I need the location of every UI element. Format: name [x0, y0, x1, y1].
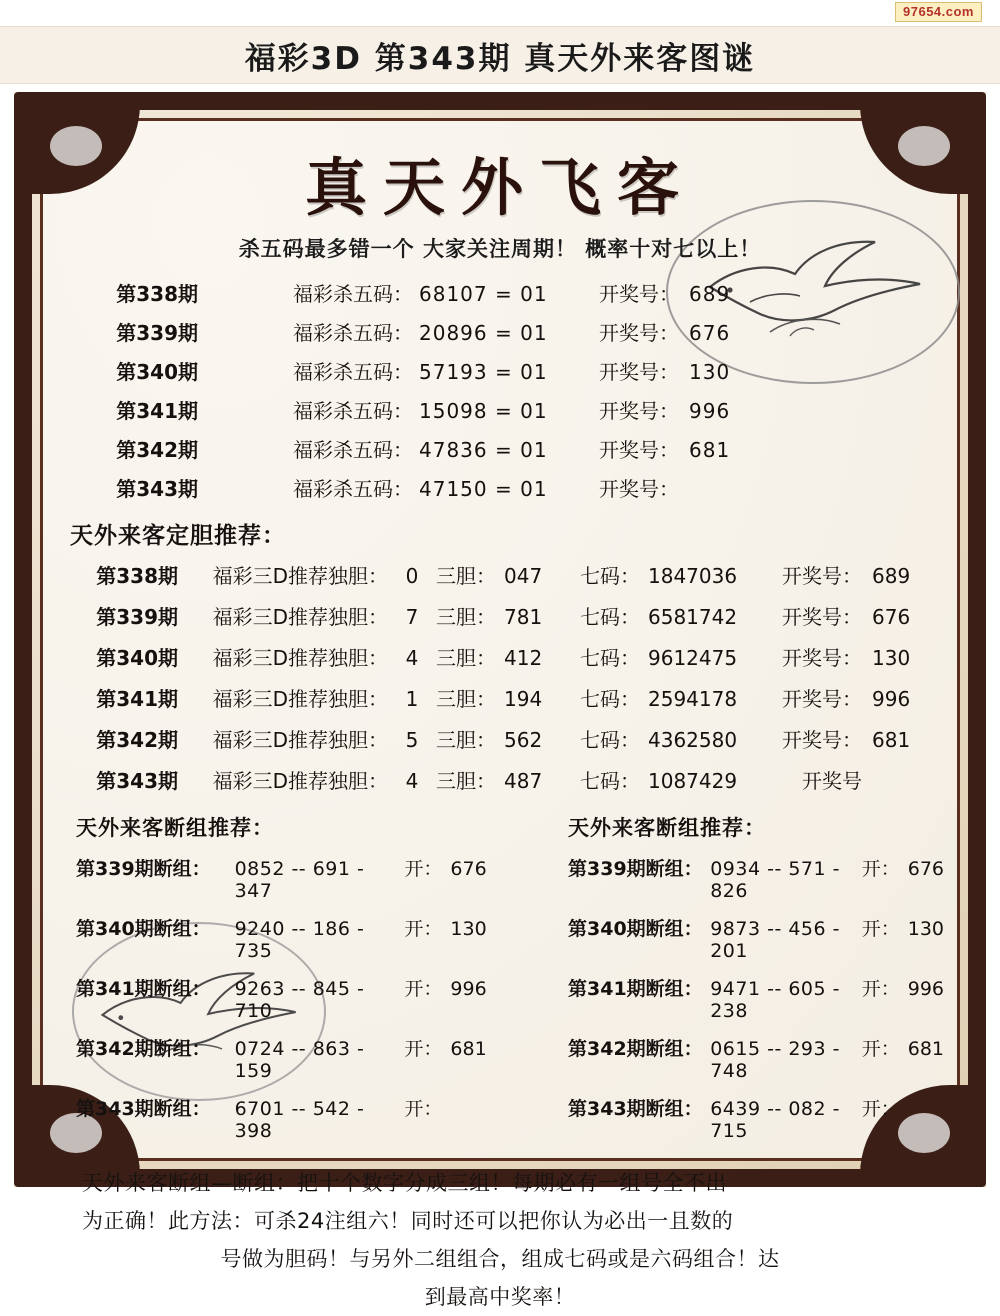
- open-number: 130: [872, 646, 911, 670]
- explanation-note: [48, 1164, 952, 1316]
- issue-label: 第340期断组：: [568, 918, 703, 940]
- dan-section-title: 天外来客定胆推荐：: [70, 523, 286, 549]
- table-row: [48, 312, 952, 351]
- issue-label: 第342期断组：: [76, 1038, 211, 1060]
- seven-code-value: 1087429: [648, 769, 738, 793]
- open-label: 开奖号：: [599, 282, 679, 306]
- page-title-band: [0, 26, 1000, 84]
- group-value: 0852 -- 691 - 347: [234, 858, 365, 902]
- open-number: 689: [872, 564, 911, 588]
- list-item: [500, 968, 952, 1028]
- dan-label: 福彩三D推荐独胆：: [212, 564, 388, 588]
- issue-label: 第343期: [96, 769, 178, 793]
- dan-label: 福彩三D推荐独胆：: [212, 728, 388, 752]
- issue-label: 第343期断组：: [76, 1098, 211, 1120]
- dan-value: 4: [405, 769, 419, 793]
- open-label: 开奖号：: [782, 687, 862, 711]
- page-title: 福彩3D 第343期 真天外来客图谜: [244, 40, 756, 77]
- open-label: 开：: [404, 1098, 443, 1120]
- open-number: 996: [872, 687, 911, 711]
- three-dan-value: 562: [504, 728, 543, 752]
- group-value: 9240 -- 186 - 735: [234, 918, 365, 962]
- seven-code-label: 七码：: [580, 769, 640, 793]
- table-row: [48, 554, 952, 595]
- open-label: 开：: [861, 858, 900, 880]
- issue-label: 第338期: [116, 282, 198, 306]
- three-dan-value: 412: [504, 646, 543, 670]
- dan-recommend-table: [48, 554, 952, 800]
- open-number: 681: [872, 728, 911, 752]
- list-item: [48, 1028, 500, 1088]
- group-value: 9873 -- 456 - 201: [710, 918, 841, 962]
- kill-value: 20896 = 01: [419, 321, 548, 345]
- three-dan-value: 487: [504, 769, 543, 793]
- issue-label: 第342期: [116, 438, 198, 462]
- table-row: [48, 595, 952, 636]
- dan-label: 福彩三D推荐独胆：: [212, 646, 388, 670]
- table-row: [48, 273, 952, 312]
- three-dan-label: 三胆：: [436, 564, 496, 588]
- note-line-2: 为正确！此方法：可杀24注组六！同时还可以把你认为必出一且数的: [82, 1209, 734, 1233]
- poster-headline: 真天外飞客: [304, 151, 695, 224]
- top-bar: [0, 0, 1000, 26]
- group-right-title: 天外来客断组推荐：: [568, 816, 766, 840]
- kill-label: 福彩杀五码：: [293, 360, 413, 384]
- open-label: 开奖号：: [782, 564, 862, 588]
- open-number: 130: [450, 918, 487, 940]
- open-label: 开：: [861, 1038, 900, 1060]
- open-label: 开：: [404, 918, 443, 940]
- kill-label: 福彩杀五码：: [293, 321, 413, 345]
- open-label: 开奖号：: [599, 360, 679, 384]
- table-row: [48, 759, 952, 800]
- dan-value: 1: [405, 687, 419, 711]
- kill-label: 福彩杀五码：: [293, 477, 413, 501]
- issue-label: 第339期: [116, 321, 198, 345]
- list-item: [500, 848, 952, 908]
- table-row: [48, 636, 952, 677]
- open-label: 开奖号：: [599, 321, 679, 345]
- group-column-left: [48, 812, 500, 1148]
- list-item: [48, 908, 500, 968]
- group-value: 0615 -- 293 - 748: [710, 1038, 841, 1082]
- open-number: 689: [689, 282, 731, 306]
- list-item: [500, 908, 952, 968]
- open-number: 996: [907, 978, 944, 1000]
- three-dan-value: 781: [504, 605, 543, 629]
- table-row: [48, 677, 952, 718]
- open-label: 开：: [861, 978, 900, 1000]
- open-number: 996: [689, 399, 731, 423]
- table-row: [48, 429, 952, 468]
- open-label: 开奖号：: [599, 438, 679, 462]
- group-column-right: [500, 812, 952, 1148]
- seven-code-value: 9612475: [648, 646, 738, 670]
- dan-label: 福彩三D推荐独胆：: [212, 769, 388, 793]
- issue-label: 第339期断组：: [76, 858, 211, 880]
- group-left-title: 天外来客断组推荐：: [76, 816, 274, 840]
- dan-label: 福彩三D推荐独胆：: [212, 687, 388, 711]
- open-label: 开奖号：: [782, 728, 862, 752]
- seven-code-value: 4362580: [648, 728, 738, 752]
- issue-label: 第342期断组：: [568, 1038, 703, 1060]
- note-line-1: 天外来客断组—断组：把十个数字分成三组！每期必有一组号全不出: [82, 1171, 727, 1195]
- poster-subhead: 杀五码最多错一个 大家关注周期！ 概率十对七以上！: [238, 237, 762, 261]
- three-dan-label: 三胆：: [436, 687, 496, 711]
- site-watermark: 97654.com: [895, 2, 982, 22]
- three-dan-value: 194: [504, 687, 543, 711]
- three-dan-label: 三胆：: [436, 769, 496, 793]
- issue-label: 第342期: [96, 728, 178, 752]
- group-value: 9471 -- 605 - 238: [710, 978, 841, 1022]
- table-row: [48, 390, 952, 429]
- group-recommend-section: [48, 812, 952, 1148]
- list-item: [48, 1088, 500, 1148]
- issue-label: 第341期断组：: [568, 978, 703, 1000]
- table-row: [48, 718, 952, 759]
- three-dan-value: 047: [504, 564, 543, 588]
- list-item: [500, 1088, 952, 1148]
- list-item: [48, 968, 500, 1028]
- group-value: 6439 -- 082 - 715: [710, 1098, 841, 1142]
- open-number: 681: [450, 1038, 487, 1060]
- dan-label: 福彩三D推荐独胆：: [212, 605, 388, 629]
- open-number: 130: [907, 918, 944, 940]
- three-dan-label: 三胆：: [436, 646, 496, 670]
- kill-value: 47836 = 01: [419, 438, 548, 462]
- list-item: [500, 1028, 952, 1088]
- poster-content: [48, 124, 952, 1309]
- group-value: 0934 -- 571 - 826: [710, 858, 841, 902]
- kill-value: 47150 = 01: [419, 477, 548, 501]
- issue-label: 第340期: [116, 360, 198, 384]
- list-item: [48, 848, 500, 908]
- issue-label: 第341期断组：: [76, 978, 211, 1000]
- kill-label: 福彩杀五码：: [293, 399, 413, 423]
- issue-label: 第341期: [116, 399, 198, 423]
- seven-code-label: 七码：: [580, 646, 640, 670]
- dan-value: 5: [405, 728, 419, 752]
- open-number: 676: [872, 605, 911, 629]
- open-number: 996: [450, 978, 487, 1000]
- table-row: [48, 468, 952, 507]
- issue-label: 第339期: [96, 605, 178, 629]
- issue-label: 第343期: [116, 477, 198, 501]
- open-label: 开奖号: [802, 769, 862, 793]
- dan-value: 7: [405, 605, 419, 629]
- issue-label: 第343期断组：: [568, 1098, 703, 1120]
- issue-label: 第338期: [96, 564, 178, 588]
- open-label: 开奖号：: [599, 477, 679, 501]
- seven-code-label: 七码：: [580, 605, 640, 629]
- group-value: 9263 -- 845 - 710: [234, 978, 365, 1022]
- kill-value: 57193 = 01: [419, 360, 548, 384]
- open-label: 开奖号：: [782, 605, 862, 629]
- table-row: [48, 351, 952, 390]
- note-line-4: 到最高中奖率！: [424, 1285, 576, 1309]
- open-label: 开：: [861, 1098, 900, 1120]
- open-number: 681: [689, 438, 731, 462]
- group-value: 6701 -- 542 - 398: [234, 1098, 365, 1142]
- seven-code-label: 七码：: [580, 728, 640, 752]
- kill-label: 福彩杀五码：: [293, 438, 413, 462]
- kill-value: 15098 = 01: [419, 399, 548, 423]
- issue-label: 第341期: [96, 687, 178, 711]
- dan-value: 0: [405, 564, 419, 588]
- issue-label: 第340期: [96, 646, 178, 670]
- open-number: 676: [689, 321, 731, 345]
- open-number: 681: [907, 1038, 944, 1060]
- issue-label: 第340期断组：: [76, 918, 211, 940]
- open-number: 676: [907, 858, 944, 880]
- dan-value: 4: [405, 646, 419, 670]
- open-label: 开：: [404, 858, 443, 880]
- three-dan-label: 三胆：: [436, 605, 496, 629]
- seven-code-value: 2594178: [648, 687, 738, 711]
- open-label: 开：: [404, 1038, 443, 1060]
- seven-code-value: 6581742: [648, 605, 738, 629]
- open-number: 130: [689, 360, 731, 384]
- seven-code-label: 七码：: [580, 564, 640, 588]
- open-label: 开：: [404, 978, 443, 1000]
- issue-label: 第339期断组：: [568, 858, 703, 880]
- three-dan-label: 三胆：: [436, 728, 496, 752]
- open-label: 开奖号：: [782, 646, 862, 670]
- kill-label: 福彩杀五码：: [293, 282, 413, 306]
- open-label: 开：: [861, 918, 900, 940]
- kill-five-table: [48, 273, 952, 507]
- kill-value: 68107 = 01: [419, 282, 548, 306]
- seven-code-value: 1847036: [648, 564, 738, 588]
- seven-code-label: 七码：: [580, 687, 640, 711]
- open-number: 676: [450, 858, 487, 880]
- poster: [14, 92, 986, 1309]
- open-label: 开奖号：: [599, 399, 679, 423]
- group-value: 0724 -- 863 - 159: [234, 1038, 365, 1082]
- note-line-3: 号做为胆码！与另外二组组合，组成七码或是六码组合！达: [220, 1247, 780, 1271]
